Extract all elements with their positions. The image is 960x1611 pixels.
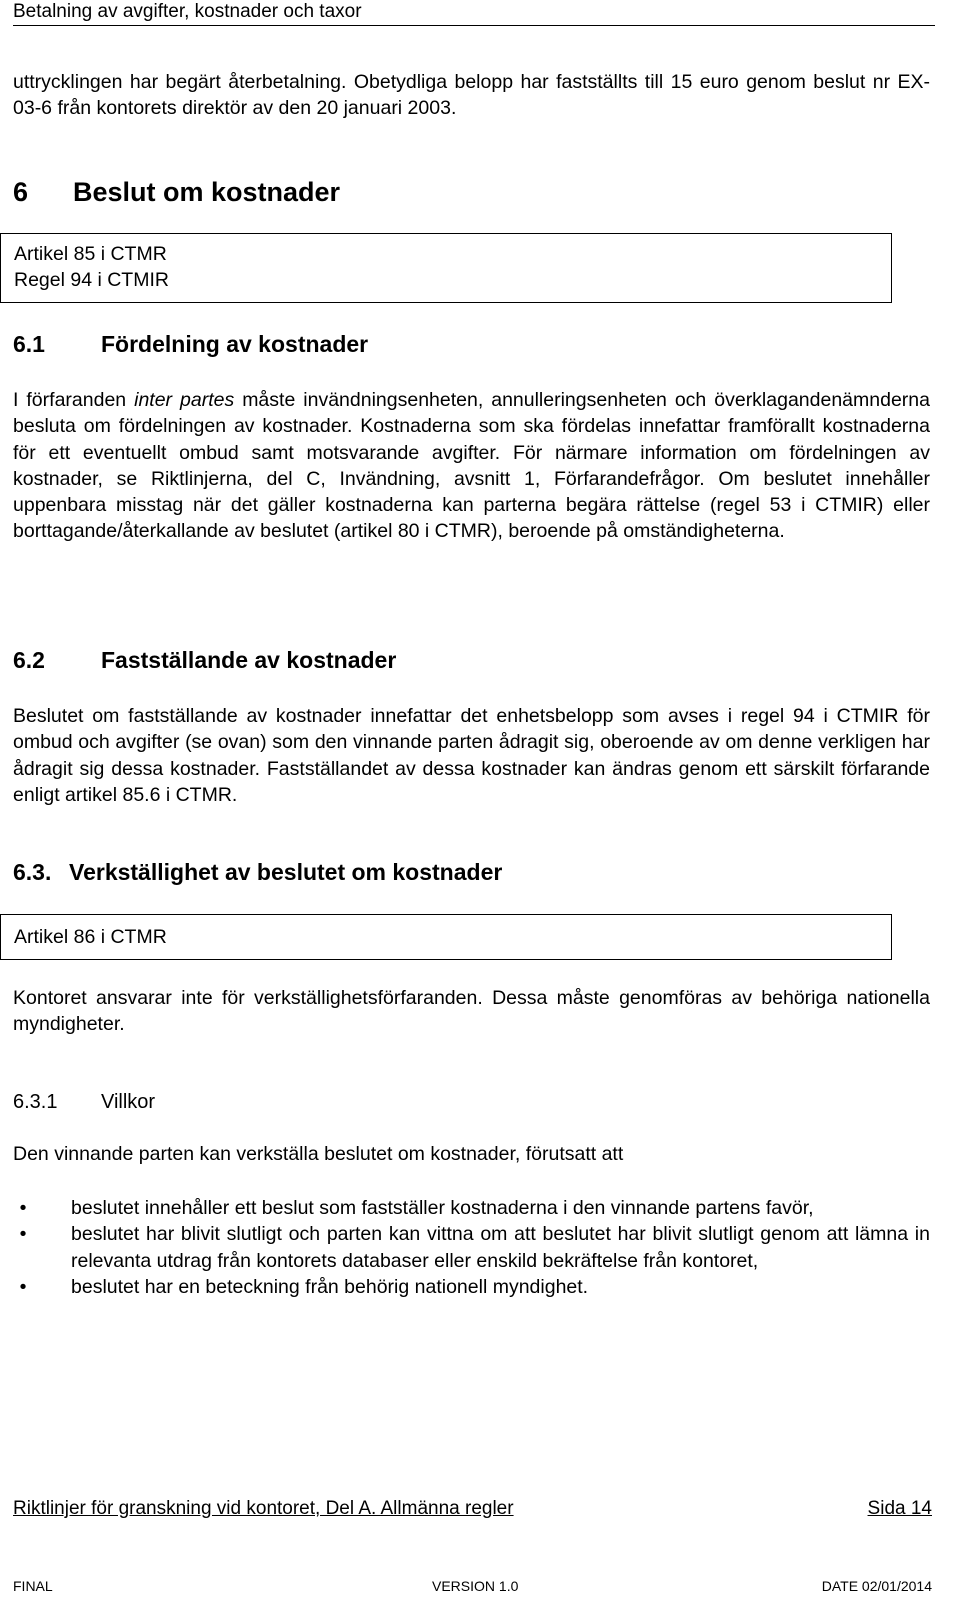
section-6-2-number: 6.2 (13, 647, 45, 673)
list-item (13, 1221, 930, 1274)
section-6-number: 6 (13, 177, 29, 207)
footer-status: FINAL (13, 1578, 53, 1594)
section-6-3-1-number: 6.3.1 (13, 1091, 58, 1113)
legal-reference-line: Artikel 86 i CTMR (14, 926, 167, 948)
list-item (13, 1274, 930, 1300)
bullet-icon: • (19, 1223, 27, 1246)
footer-date: DATE 02/01/2014 (821, 1578, 932, 1594)
section-6-3-1-lead: Den vinnande parten kan verkställa beslutet om kostnader, förutsatt att (13, 1143, 624, 1165)
intro-paragraph: uttrycklingen har begärt återbetalning. Obetydliga belopp har fastställts till 15 euro genom beslut nr EX-03-6 från kontorets direktör av den 20 januari 2003. (13, 71, 930, 120)
section-6-2-title: Fastställande av kostnader (101, 647, 397, 673)
header-rule (13, 25, 935, 26)
paragraph-text: måste invändningsenheten, annulleringsenheten och överklagandenämnderna besluta om fördelningen av kostnader. Kostnaderna som ska fördelas innefattar framförallt kostnaderna för ett eventuellt ombud samt motsvarande avgifter. För närmare information om fördelningen av kostnader, se Riktlinjerna, del C, Invändning, avsnitt 1, Förfarandefrågor. Om beslutet innehåller uppenbara misstag när det gäller kostnaderna kan parterna begära rättelse (regel 53 i CTMIR) eller borttagande/återkallande av beslutet (artikel 80 i CTMR), beroende på omständigheterna. (13, 389, 930, 543)
section-6-3-heading (13, 858, 502, 886)
paragraph-text: I förfaranden (13, 389, 135, 411)
legal-reference-line: Artikel 85 i CTMR (14, 243, 167, 265)
section-6-1-number: 6.1 (13, 331, 45, 357)
section-6-3-paragraph: Kontoret ansvarar inte för verkställighetsförfaranden. Dessa måste genomföras av behöriga nationella myndigheter. (13, 987, 930, 1036)
section-6-2-paragraph: Beslutet om fastställande av kostnader innefattar det enhetsbelopp som avses i regel 94 i CTMIR för ombud och avgifter (se ovan) som den vinnande parten ådragit sig, oberoende av om denne verkligen har ådragit sig dessa kostnader. Fastställandet av dessa kostnader kan ändras genom ett särskilt förfarande enligt artikel 85.6 i CTMR. (13, 705, 930, 806)
legal-reference-line: Regel 94 i CTMIR (14, 269, 169, 291)
running-header: Betalning av avgifter, kostnader och taxor (13, 1, 362, 22)
list-item (13, 1195, 930, 1221)
section-6-2-heading (13, 646, 396, 674)
list-item-text: beslutet har en beteckning från behörig nationell myndighet. (71, 1275, 589, 1298)
bullet-icon: • (19, 1275, 27, 1298)
section-6-1-heading (13, 330, 368, 358)
bullet-icon: • (19, 1197, 27, 1219)
list-item-text: beslutet har blivit slutligt och parten kan vittna om att beslutet har blivit slutligt genom att lämna in relevanta utdrag från kontorets databaser eller enskild bekräftelse från kontoret, (71, 1223, 930, 1272)
list-item-text: beslutet innehåller ett beslut som fastställer kostnaderna i den vinnande partens favör, (71, 1197, 814, 1219)
section-6-title: Beslut om kostnader (73, 177, 341, 207)
conditions-list (13, 1195, 930, 1300)
section-6-1-title: Fördelning av kostnader (101, 331, 369, 357)
footer-version: VERSION 1.0 (432, 1578, 519, 1594)
section-6-3-1-heading (13, 1089, 155, 1115)
latin-term: inter partes (134, 389, 235, 411)
legal-reference-box-6 (0, 233, 892, 303)
section-6-heading (13, 176, 340, 208)
legal-reference-box-6-3 (0, 914, 892, 960)
footer-page-number: Sida 14 (867, 1498, 932, 1519)
section-6-3-number: 6.3. (13, 859, 52, 885)
section-6-1-paragraph (13, 387, 930, 545)
section-6-3-title: Verkställighet av beslutet om kostnader (69, 859, 503, 885)
section-6-3-1-title: Villkor (101, 1091, 156, 1113)
footer-document-title: Riktlinjer för granskning vid kontoret, Del A. Allmänna regler (13, 1498, 514, 1519)
